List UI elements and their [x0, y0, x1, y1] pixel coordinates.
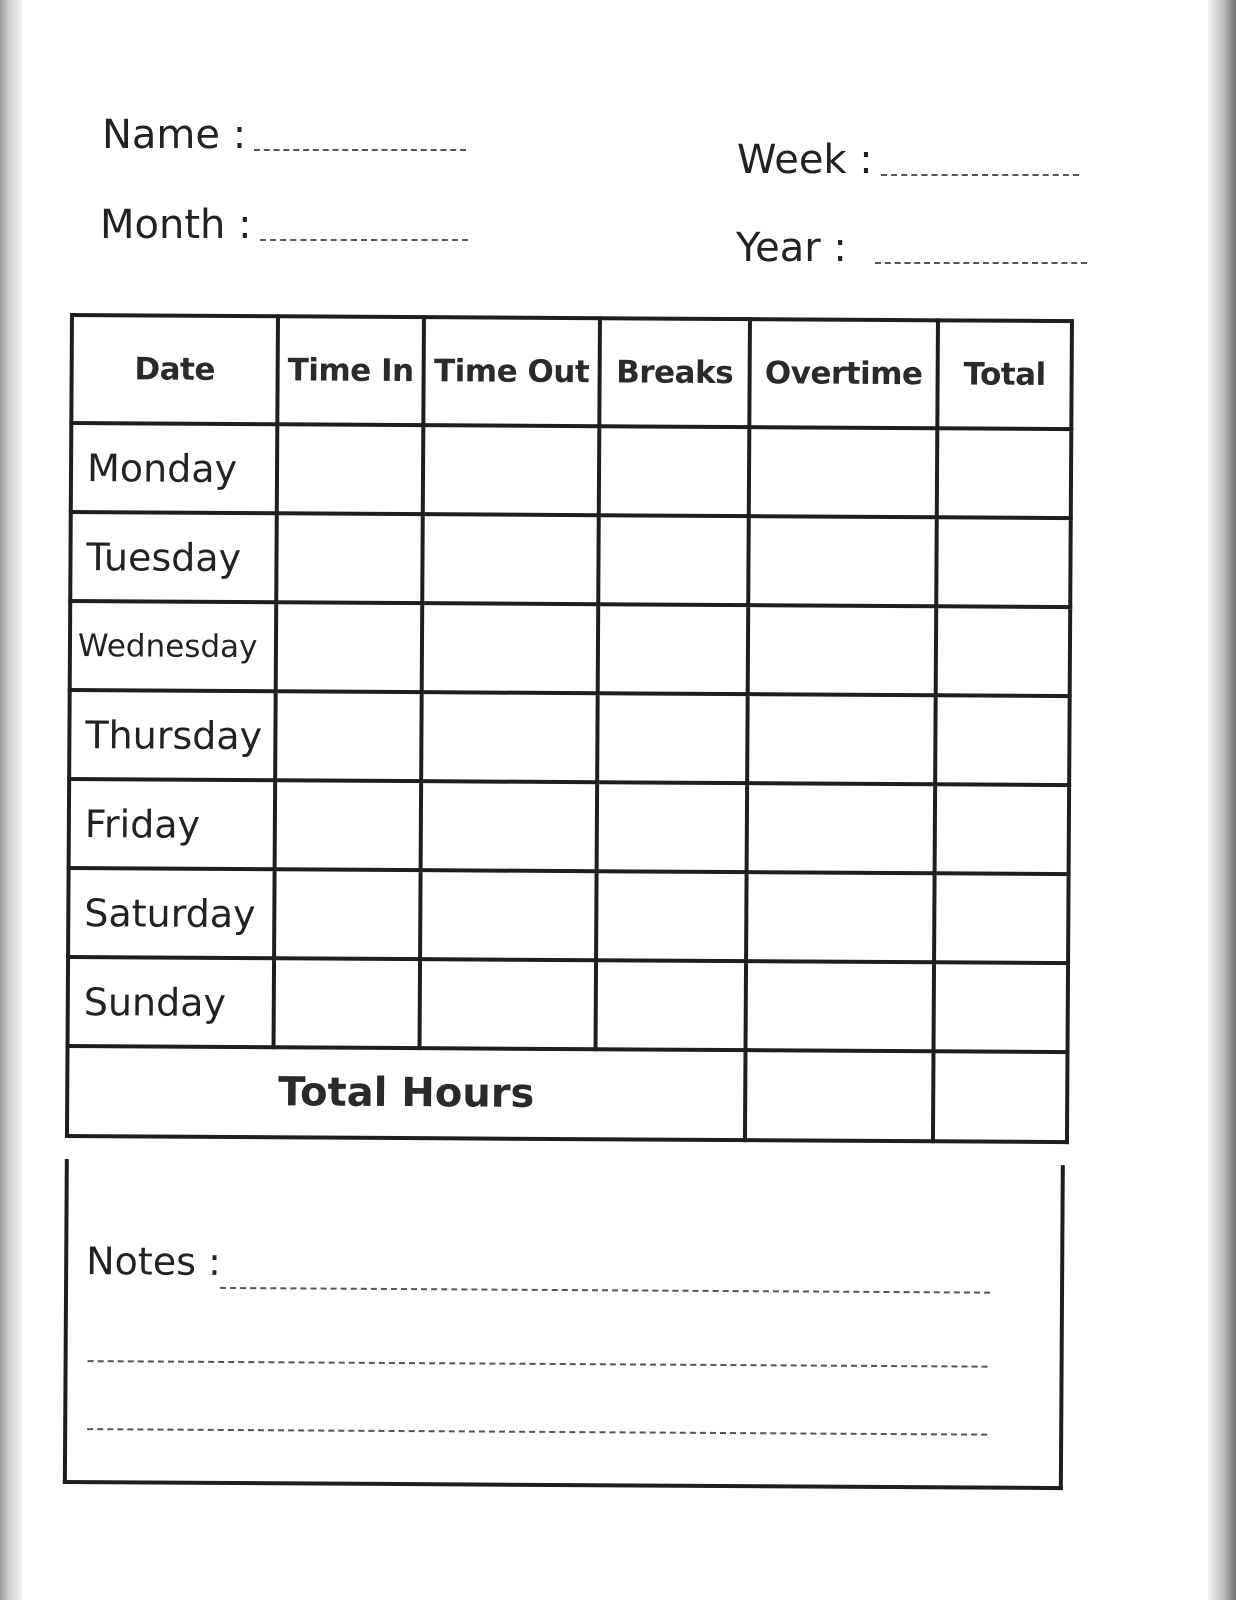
time-out-cell[interactable] — [421, 692, 598, 782]
name-blank-line[interactable] — [254, 148, 466, 151]
breaks-cell[interactable] — [598, 515, 749, 605]
time-out-cell[interactable] — [422, 603, 599, 693]
day-label: Sunday — [68, 957, 275, 1047]
notes-label: Notes : — [86, 1239, 221, 1284]
total-cell[interactable] — [934, 962, 1069, 1052]
timesheet-table — [65, 313, 1074, 1144]
column-header-time-in: Time In — [277, 316, 424, 425]
time-in-cell[interactable] — [276, 513, 423, 603]
table-row — [70, 512, 1071, 607]
overtime-cell[interactable] — [746, 872, 935, 962]
name-field — [102, 112, 466, 158]
scan-shadow-right — [1208, 0, 1236, 1600]
time-out-cell[interactable] — [423, 425, 600, 515]
column-header-date: Date — [71, 315, 278, 424]
column-header-overtime: Overtime — [749, 319, 938, 428]
header-row — [71, 315, 1072, 429]
total-hours-row — [67, 1046, 1068, 1142]
total-cell[interactable] — [937, 428, 1072, 518]
column-header-time-out: Time Out — [423, 317, 600, 426]
breaks-cell[interactable] — [598, 604, 749, 694]
year-field — [736, 225, 1087, 271]
time-in-cell[interactable] — [275, 780, 422, 870]
scan-shadow-left — [0, 0, 22, 1600]
table-row — [68, 868, 1069, 963]
breaks-cell[interactable] — [596, 871, 747, 961]
total-cell[interactable] — [936, 517, 1071, 607]
timesheet — [63, 313, 1070, 1494]
month-field — [100, 202, 468, 248]
week-label: Week : — [737, 137, 873, 183]
notes-line-1[interactable] — [220, 1286, 990, 1294]
total-cell[interactable] — [934, 873, 1069, 963]
table-row — [71, 423, 1072, 518]
notes-line-3[interactable] — [87, 1427, 987, 1435]
breaks-cell[interactable] — [596, 960, 747, 1050]
table-row — [69, 690, 1070, 785]
total-hours-cell[interactable] — [933, 1051, 1068, 1142]
breaks-cell[interactable] — [599, 426, 750, 516]
table-row — [69, 779, 1070, 874]
time-out-cell[interactable] — [420, 959, 597, 1049]
time-out-cell[interactable] — [422, 514, 599, 604]
overtime-cell[interactable] — [749, 427, 938, 517]
total-hours-label: Total Hours — [67, 1046, 746, 1140]
total-cell[interactable] — [936, 606, 1071, 696]
day-label: Saturday — [68, 868, 275, 958]
name-label: Name : — [102, 112, 247, 158]
day-label: Tuesday — [70, 512, 277, 602]
time-out-cell[interactable] — [421, 781, 598, 871]
table-row — [68, 957, 1069, 1052]
week-field — [737, 137, 1079, 183]
day-label: Monday — [71, 423, 278, 513]
day-label: Thursday — [69, 690, 276, 780]
total-overtime-cell[interactable] — [745, 1050, 934, 1141]
breaks-cell[interactable] — [597, 782, 748, 872]
overtime-cell[interactable] — [746, 961, 935, 1051]
time-in-cell[interactable] — [277, 424, 424, 514]
overtime-cell[interactable] — [748, 605, 937, 695]
day-label: Wednesday — [70, 601, 277, 691]
notes-line-2[interactable] — [88, 1359, 988, 1367]
breaks-cell[interactable] — [597, 693, 748, 783]
time-in-cell[interactable] — [274, 958, 421, 1048]
month-blank-line[interactable] — [260, 238, 468, 241]
total-cell[interactable] — [935, 695, 1070, 785]
table-row — [70, 601, 1071, 696]
overtime-cell[interactable] — [747, 694, 936, 784]
year-label: Year : — [736, 225, 847, 271]
column-header-total: Total — [937, 320, 1072, 429]
overtime-cell[interactable] — [747, 783, 936, 873]
overtime-cell[interactable] — [748, 516, 937, 606]
time-in-cell[interactable] — [274, 869, 421, 959]
total-cell[interactable] — [935, 784, 1070, 874]
day-label: Friday — [69, 779, 276, 869]
year-blank-line[interactable] — [875, 261, 1087, 264]
time-in-cell[interactable] — [276, 602, 423, 692]
week-blank-line[interactable] — [881, 173, 1079, 176]
month-label: Month : — [100, 202, 252, 248]
time-out-cell[interactable] — [420, 870, 597, 960]
column-header-breaks: Breaks — [599, 318, 750, 427]
notes-section — [63, 1159, 1065, 1490]
time-in-cell[interactable] — [275, 691, 422, 781]
